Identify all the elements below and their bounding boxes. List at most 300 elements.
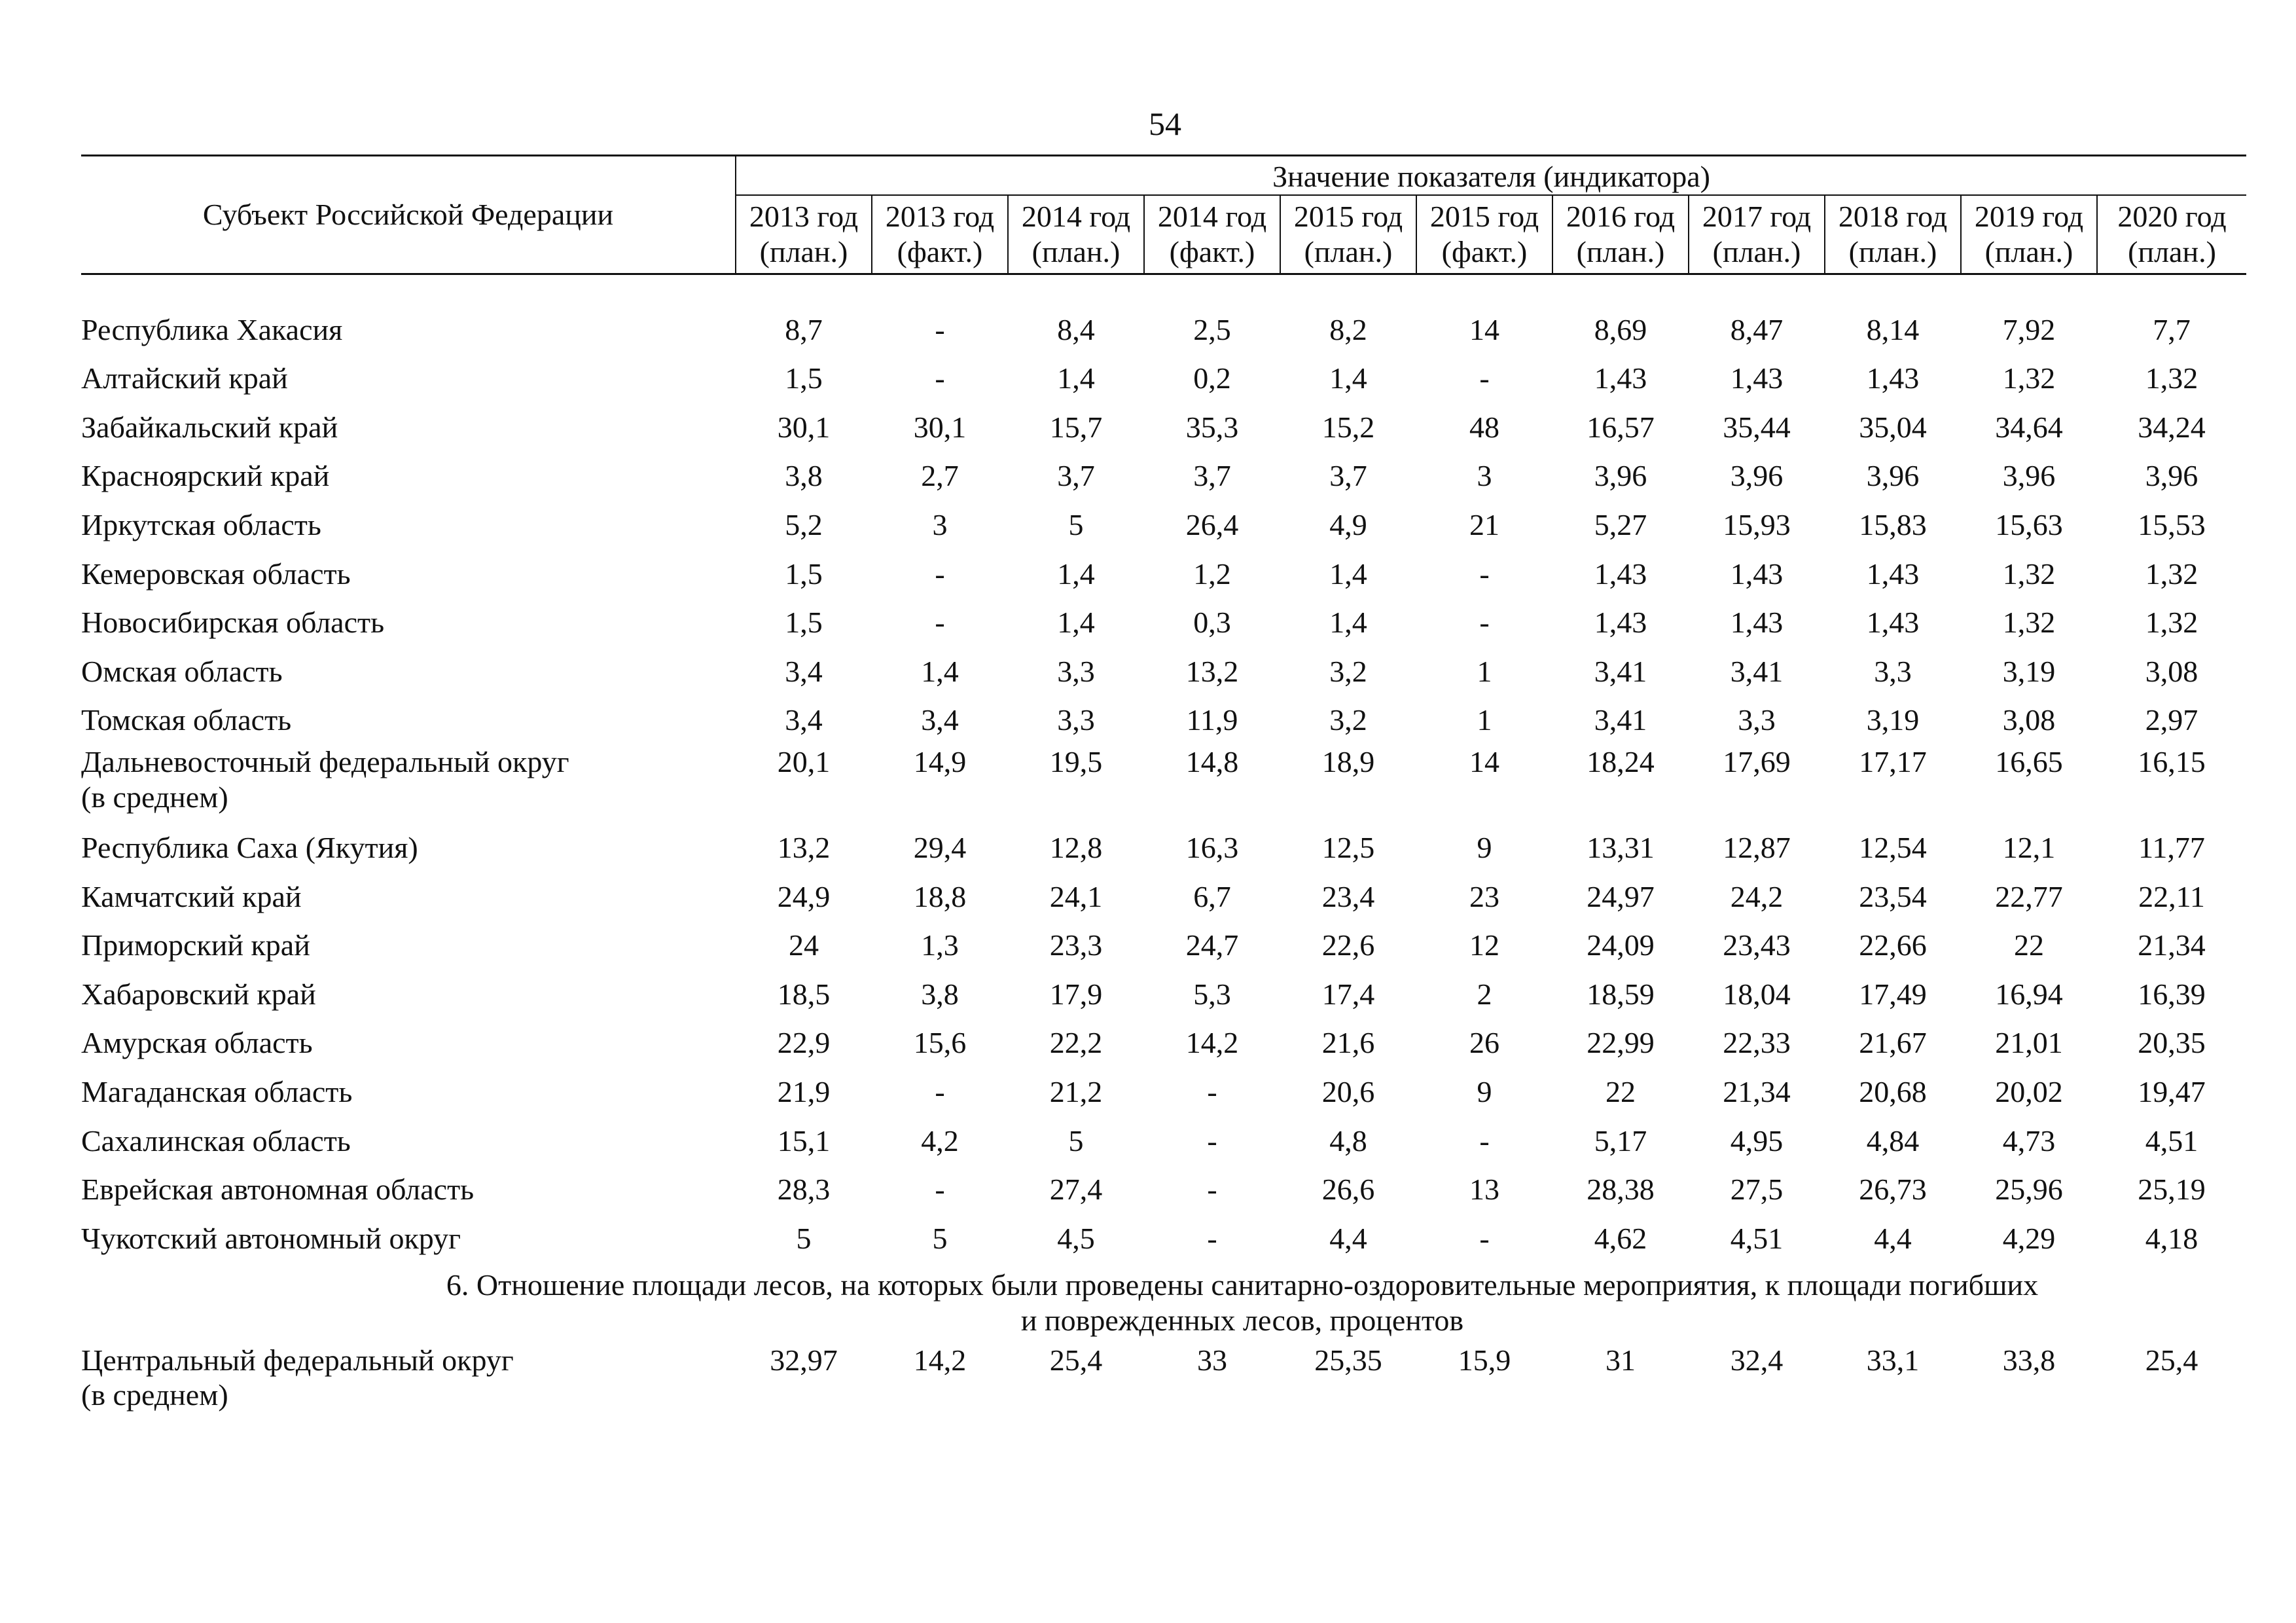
value-cell: 3,4 bbox=[785, 703, 823, 737]
value-cell: 1,43 bbox=[1730, 361, 1784, 395]
value-cell: 15,53 bbox=[2138, 507, 2206, 541]
value-cell: 0,2 bbox=[1193, 361, 1231, 395]
value-cell: 28,38 bbox=[1587, 1173, 1655, 1207]
value-cell: 3,7 bbox=[1193, 459, 1231, 493]
value-cell: 3,3 bbox=[1057, 703, 1095, 737]
value-cell: 22,33 bbox=[1723, 1026, 1791, 1060]
column-year: 2019 год bbox=[1974, 200, 2084, 234]
value-cell: 18,5 bbox=[777, 977, 831, 1011]
table-row bbox=[81, 354, 2246, 403]
value-cell: 0,3 bbox=[1193, 606, 1231, 640]
value-cell: 23,54 bbox=[1859, 879, 1927, 913]
table-row bbox=[81, 1343, 2246, 1421]
value-cell: 3,08 bbox=[2145, 654, 2198, 688]
value-cell: - bbox=[1479, 1221, 1490, 1255]
value-cell: 1,32 bbox=[2145, 606, 2198, 640]
value-cell: 22,6 bbox=[1321, 928, 1375, 962]
value-cell: 8,69 bbox=[1594, 312, 1647, 346]
value-cell: 21 bbox=[1469, 507, 1499, 541]
subject-name: Забайкальский край bbox=[81, 410, 338, 444]
value-cell: 11,77 bbox=[2138, 830, 2205, 864]
value-cell: 12,87 bbox=[1723, 830, 1791, 864]
value-cell: 5,2 bbox=[785, 507, 823, 541]
table-row bbox=[81, 452, 2246, 501]
column-type: (план.) bbox=[1712, 235, 1801, 268]
value-cell: 21,2 bbox=[1049, 1074, 1103, 1108]
value-cell: 13,2 bbox=[777, 830, 831, 864]
value-cell: 1,43 bbox=[1866, 361, 1920, 395]
section-title-line: 6. Отношение площади лесов, на которых были проведены санитарно-оздоровительные мероприятия, к площади погибших bbox=[446, 1268, 2039, 1302]
value-cell: - bbox=[1207, 1173, 1217, 1207]
value-cell: 23 bbox=[1469, 879, 1499, 913]
value-cell: 4,8 bbox=[1329, 1123, 1367, 1158]
subject-name-cell bbox=[81, 921, 736, 970]
column-year: 2015 год bbox=[1429, 200, 1539, 234]
column-year: 2020 год bbox=[2117, 200, 2227, 234]
subject-name-cell bbox=[81, 305, 736, 354]
value-cell: 1 bbox=[1477, 654, 1492, 688]
value-cell: 30,1 bbox=[913, 410, 967, 444]
subject-name-cell bbox=[81, 354, 736, 403]
value-cell: 3,7 bbox=[1057, 459, 1095, 493]
column-year: 2013 год bbox=[885, 200, 995, 234]
subject-name: Еврейская автономная область bbox=[81, 1173, 475, 1207]
column-year: 2014 год bbox=[1021, 200, 1131, 234]
value-cell: 4,5 bbox=[1057, 1221, 1095, 1255]
value-cell: 17,4 bbox=[1321, 977, 1375, 1011]
table-row bbox=[81, 823, 2246, 872]
table-row bbox=[81, 970, 2246, 1019]
value-cell: 14,2 bbox=[913, 1343, 967, 1377]
table-row bbox=[81, 1165, 2246, 1214]
value-cell: 20,6 bbox=[1321, 1074, 1375, 1108]
year-column-header bbox=[872, 195, 1008, 274]
value-cell: 29,4 bbox=[913, 830, 967, 864]
value-cell: 31 bbox=[1605, 1343, 1636, 1377]
value-cell: 22,9 bbox=[777, 1026, 831, 1060]
value-cell: 22,77 bbox=[1995, 879, 2063, 913]
value-cell: 15,7 bbox=[1049, 410, 1103, 444]
value-cell: 30,1 bbox=[777, 410, 831, 444]
indicator-group-header: Значение показателя (индикатора) bbox=[736, 156, 2246, 196]
value-cell: 9 bbox=[1477, 830, 1492, 864]
value-cell: 1,43 bbox=[1866, 556, 1920, 591]
value-cell: 1,4 bbox=[1329, 556, 1367, 591]
value-cell: 3,96 bbox=[1730, 459, 1784, 493]
value-cell: 19,5 bbox=[1049, 745, 1103, 779]
value-cell: 8,47 bbox=[1730, 312, 1784, 346]
value-cell: 24,09 bbox=[1587, 928, 1655, 962]
value-cell: 21,9 bbox=[777, 1074, 831, 1108]
value-cell: 15,83 bbox=[1859, 507, 1927, 541]
subject-name: Алтайский край bbox=[81, 361, 288, 395]
value-cell: 5 bbox=[1068, 1123, 1084, 1158]
value-cell: 17,17 bbox=[1859, 745, 1927, 779]
value-cell: 1,43 bbox=[1594, 556, 1647, 591]
value-cell: 21,67 bbox=[1859, 1026, 1927, 1060]
value-cell: 14,8 bbox=[1185, 745, 1239, 779]
value-cell: 5,27 bbox=[1594, 507, 1647, 541]
value-cell: 15,93 bbox=[1723, 507, 1791, 541]
column-year: 2017 год bbox=[1702, 200, 1812, 234]
section-title-line: и поврежденных лесов, процентов bbox=[1020, 1303, 1464, 1337]
column-year: 2013 год bbox=[749, 200, 859, 234]
value-cell: 17,69 bbox=[1723, 745, 1791, 779]
value-cell: 14 bbox=[1469, 745, 1499, 779]
value-cell: 1,5 bbox=[785, 606, 823, 640]
value-cell: 5,3 bbox=[1193, 977, 1231, 1011]
value-cell: 22,2 bbox=[1049, 1026, 1103, 1060]
value-cell: 4,2 bbox=[921, 1123, 959, 1158]
subject-name-cell bbox=[81, 696, 736, 745]
value-cell: 24,1 bbox=[1049, 879, 1103, 913]
value-cell: 18,24 bbox=[1587, 745, 1655, 779]
value-cell: 23,3 bbox=[1049, 928, 1103, 962]
value-cell: - bbox=[935, 312, 945, 346]
value-cell: 16,39 bbox=[2138, 977, 2206, 1011]
value-cell: 3,4 bbox=[785, 654, 823, 688]
year-column-header bbox=[1552, 195, 1689, 274]
subject-name-cell bbox=[81, 1343, 736, 1421]
value-cell: 25,19 bbox=[2138, 1173, 2206, 1207]
value-cell: 26,4 bbox=[1185, 507, 1239, 541]
value-cell: 4,18 bbox=[2145, 1221, 2198, 1255]
value-cell: 15,1 bbox=[777, 1123, 831, 1158]
value-cell: 3,96 bbox=[1866, 459, 1920, 493]
column-year: 2016 год bbox=[1566, 200, 1676, 234]
table-row bbox=[81, 305, 2246, 354]
table-row bbox=[81, 744, 2246, 823]
column-year: 2018 год bbox=[1838, 200, 1948, 234]
column-type: (план.) bbox=[1031, 235, 1121, 268]
value-cell: 20,02 bbox=[1995, 1074, 2063, 1108]
value-cell: 1,32 bbox=[2145, 556, 2198, 591]
subject-name: Томская область bbox=[81, 703, 292, 737]
value-cell: 23,4 bbox=[1321, 879, 1375, 913]
value-cell: 5,17 bbox=[1594, 1123, 1647, 1158]
value-cell: 27,4 bbox=[1049, 1173, 1103, 1207]
table-row bbox=[81, 872, 2246, 921]
subject-name-cell bbox=[81, 1214, 736, 1263]
value-cell: 3,3 bbox=[1738, 703, 1776, 737]
value-cell: 14,9 bbox=[913, 745, 967, 779]
value-cell: 14,2 bbox=[1185, 1026, 1239, 1060]
subject-name: Республика Хакасия bbox=[81, 312, 343, 346]
subject-name: Чукотский автономный округ bbox=[81, 1221, 461, 1255]
subject-name-cell bbox=[81, 1019, 736, 1068]
value-cell: 13,31 bbox=[1587, 830, 1655, 864]
table-row bbox=[81, 1019, 2246, 1068]
value-cell: 3,4 bbox=[921, 703, 959, 737]
year-column-header bbox=[1416, 195, 1552, 274]
value-cell: 4,51 bbox=[1730, 1221, 1784, 1255]
value-cell: 2 bbox=[1477, 977, 1492, 1011]
value-cell: 18,04 bbox=[1723, 977, 1791, 1011]
value-cell: 1,43 bbox=[1594, 361, 1647, 395]
value-cell: 18,8 bbox=[913, 879, 967, 913]
subject-name: Амурская область bbox=[81, 1026, 313, 1060]
value-cell: - bbox=[935, 1074, 945, 1108]
value-cell: 5 bbox=[1068, 507, 1084, 541]
value-cell: 2,7 bbox=[921, 459, 959, 493]
value-cell: 35,04 bbox=[1859, 410, 1927, 444]
column-year: 2015 год bbox=[1293, 200, 1403, 234]
section-title-row bbox=[81, 1263, 2246, 1343]
value-cell: 3,96 bbox=[2145, 459, 2198, 493]
value-cell: 3,96 bbox=[1594, 459, 1647, 493]
value-cell: 2,97 bbox=[2145, 703, 2198, 737]
value-cell: 1,4 bbox=[1057, 606, 1095, 640]
subject-name-cell bbox=[81, 598, 736, 647]
table-row bbox=[81, 921, 2246, 970]
value-cell: 8,2 bbox=[1329, 312, 1367, 346]
section-title bbox=[81, 1263, 2246, 1343]
value-cell: 32,4 bbox=[1730, 1343, 1784, 1377]
value-cell: 28,3 bbox=[777, 1173, 831, 1207]
column-type: (план.) bbox=[2128, 235, 2216, 268]
subject-name: Новосибирская область bbox=[81, 606, 385, 640]
table-row bbox=[81, 1214, 2246, 1263]
year-column-header bbox=[1961, 195, 2097, 274]
table-row bbox=[81, 500, 2246, 549]
subject-name-cell bbox=[81, 744, 736, 823]
value-cell: 4,73 bbox=[2002, 1123, 2056, 1158]
value-cell: 1,3 bbox=[921, 928, 959, 962]
value-cell: 6,7 bbox=[1193, 879, 1231, 913]
year-column-header bbox=[736, 195, 872, 274]
page-number: 54 bbox=[1149, 105, 1181, 142]
subject-name: Омская область bbox=[81, 654, 283, 688]
value-cell: 24,9 bbox=[777, 879, 831, 913]
value-cell: 1,43 bbox=[1594, 606, 1647, 640]
value-cell: 25,96 bbox=[1995, 1173, 2063, 1207]
value-cell: 1,2 bbox=[1193, 556, 1231, 591]
year-column-header bbox=[1280, 195, 1416, 274]
value-cell: 27,5 bbox=[1730, 1173, 1784, 1207]
value-cell: 3,19 bbox=[2002, 654, 2056, 688]
value-cell: 15,6 bbox=[913, 1026, 967, 1060]
value-cell: 1,5 bbox=[785, 556, 823, 591]
value-cell: 7,92 bbox=[2002, 312, 2056, 346]
column-type: (факт.) bbox=[1169, 235, 1255, 268]
value-cell: 3,7 bbox=[1329, 459, 1367, 493]
value-cell: 5 bbox=[796, 1221, 812, 1255]
value-cell: 17,9 bbox=[1049, 977, 1103, 1011]
value-cell: 18,9 bbox=[1321, 745, 1375, 779]
subject-name-cell bbox=[81, 500, 736, 549]
value-cell: 4,62 bbox=[1594, 1221, 1647, 1255]
value-cell: - bbox=[1207, 1221, 1217, 1255]
value-cell: 33 bbox=[1197, 1343, 1227, 1377]
value-cell: 3,41 bbox=[1594, 654, 1647, 688]
value-cell: 3,41 bbox=[1594, 703, 1647, 737]
table-row bbox=[81, 598, 2246, 647]
year-column-header bbox=[2097, 195, 2246, 274]
value-cell: 1,32 bbox=[2002, 556, 2056, 591]
value-cell: 12,8 bbox=[1049, 830, 1103, 864]
value-cell: 4,4 bbox=[1874, 1221, 1912, 1255]
value-cell: 1,32 bbox=[2145, 361, 2198, 395]
column-type: (факт.) bbox=[1441, 235, 1528, 268]
value-cell: 13 bbox=[1469, 1173, 1499, 1207]
value-cell: 23,43 bbox=[1723, 928, 1791, 962]
value-cell: 24,2 bbox=[1730, 879, 1784, 913]
subject-name-cell bbox=[81, 452, 736, 501]
value-cell: 26,6 bbox=[1321, 1173, 1375, 1207]
column-type: (план.) bbox=[1848, 235, 1937, 268]
value-cell: - bbox=[1207, 1074, 1217, 1108]
value-cell: 1,43 bbox=[1730, 606, 1784, 640]
value-cell: 22 bbox=[1605, 1074, 1636, 1108]
subject-name-cell bbox=[81, 1067, 736, 1116]
value-cell: - bbox=[1479, 556, 1490, 591]
value-cell: 15,2 bbox=[1321, 410, 1375, 444]
value-cell: - bbox=[1207, 1123, 1217, 1158]
year-column-header bbox=[1144, 195, 1280, 274]
value-cell: 21,34 bbox=[2138, 928, 2206, 962]
subject-name: Магаданская область bbox=[81, 1074, 353, 1108]
subject-name-cell bbox=[81, 403, 736, 452]
value-cell: - bbox=[935, 606, 945, 640]
value-cell: 15,63 bbox=[1995, 507, 2063, 541]
value-cell: 3,3 bbox=[1057, 654, 1095, 688]
value-cell: 3,8 bbox=[785, 459, 823, 493]
value-cell: 4,4 bbox=[1329, 1221, 1367, 1255]
subject-name: Красноярский край bbox=[81, 459, 330, 493]
value-cell: 20,1 bbox=[777, 745, 831, 779]
table-row bbox=[81, 403, 2246, 452]
value-cell: 1 bbox=[1477, 703, 1492, 737]
table-body bbox=[81, 274, 2246, 1421]
column-type: (план.) bbox=[1984, 235, 2073, 268]
subject-name: Приморский край bbox=[81, 928, 310, 962]
value-cell: - bbox=[1479, 361, 1490, 395]
table-row bbox=[81, 1116, 2246, 1165]
value-cell: 4,84 bbox=[1866, 1123, 1920, 1158]
value-cell: 22 bbox=[2014, 928, 2044, 962]
subject-name: Хабаровский край bbox=[81, 977, 316, 1011]
value-cell: 3,96 bbox=[2002, 459, 2056, 493]
subject-name-note: (в среднем) bbox=[81, 780, 228, 814]
value-cell: - bbox=[935, 556, 945, 591]
value-cell: 3,41 bbox=[1730, 654, 1784, 688]
subject-name: Центральный федеральный округ bbox=[81, 1343, 514, 1377]
value-cell: 3,2 bbox=[1329, 703, 1367, 737]
value-cell: 22,99 bbox=[1587, 1026, 1655, 1060]
value-cell: 26,73 bbox=[1859, 1173, 1927, 1207]
table-row bbox=[81, 647, 2246, 696]
value-cell: 19,47 bbox=[2138, 1074, 2206, 1108]
value-cell: 8,4 bbox=[1057, 312, 1095, 346]
value-cell: 24,7 bbox=[1185, 928, 1239, 962]
value-cell: 33,8 bbox=[2002, 1343, 2056, 1377]
value-cell: 1,43 bbox=[1730, 556, 1784, 591]
subject-name: Сахалинская область bbox=[81, 1123, 351, 1158]
value-cell: 3,08 bbox=[2002, 703, 2056, 737]
value-cell: 4,29 bbox=[2002, 1221, 2056, 1255]
value-cell: 2,5 bbox=[1193, 312, 1231, 346]
value-cell: 33,1 bbox=[1866, 1343, 1920, 1377]
value-cell: 7,7 bbox=[2153, 312, 2191, 346]
value-cell: 35,44 bbox=[1723, 410, 1791, 444]
column-year: 2014 год bbox=[1157, 200, 1267, 234]
year-column-header bbox=[1008, 195, 1144, 274]
value-cell: 12 bbox=[1469, 928, 1499, 962]
table-header bbox=[81, 156, 2246, 274]
value-cell: 1,32 bbox=[2002, 606, 2056, 640]
subject-name: Республика Саха (Якутия) bbox=[81, 830, 418, 864]
subject-name-note: (в среднем) bbox=[81, 1378, 228, 1412]
value-cell: 18,59 bbox=[1587, 977, 1655, 1011]
value-cell: 25,35 bbox=[1314, 1343, 1382, 1377]
value-cell: 14 bbox=[1469, 312, 1499, 346]
value-cell: 26 bbox=[1469, 1026, 1499, 1060]
value-cell: - bbox=[1479, 1123, 1490, 1158]
value-cell: 16,57 bbox=[1587, 410, 1655, 444]
value-cell: 21,01 bbox=[1995, 1026, 2063, 1060]
subject-name-cell bbox=[81, 647, 736, 696]
value-cell: 48 bbox=[1469, 410, 1499, 444]
value-cell: 3,8 bbox=[921, 977, 959, 1011]
value-cell: 3,2 bbox=[1329, 654, 1367, 688]
value-cell: - bbox=[1479, 606, 1490, 640]
value-cell: 20,35 bbox=[2138, 1026, 2206, 1060]
value-cell: 1,43 bbox=[1866, 606, 1920, 640]
value-cell: 1,4 bbox=[1329, 361, 1367, 395]
table-row bbox=[81, 1067, 2246, 1116]
subject-name-cell bbox=[81, 970, 736, 1019]
subject-name-cell bbox=[81, 1116, 736, 1165]
year-column-header bbox=[1825, 195, 1961, 274]
value-cell: - bbox=[935, 1173, 945, 1207]
subject-column-header: Субъект Российской Федерации bbox=[81, 156, 736, 274]
value-cell: 3,19 bbox=[1866, 703, 1920, 737]
table-row bbox=[81, 696, 2246, 745]
value-cell: 22,66 bbox=[1859, 928, 1927, 962]
value-cell: 12,1 bbox=[2002, 830, 2056, 864]
value-cell: 35,3 bbox=[1185, 410, 1239, 444]
value-cell: 21,6 bbox=[1321, 1026, 1375, 1060]
value-cell: 21,34 bbox=[1723, 1074, 1791, 1108]
value-cell: 4,95 bbox=[1730, 1123, 1784, 1158]
value-cell: 3 bbox=[1477, 459, 1492, 493]
value-cell: 22,11 bbox=[2138, 879, 2205, 913]
column-type: (факт.) bbox=[897, 235, 983, 268]
value-cell: 32,97 bbox=[770, 1343, 838, 1377]
value-cell: 8,14 bbox=[1866, 312, 1920, 346]
value-cell: - bbox=[935, 361, 945, 395]
value-cell: 34,24 bbox=[2138, 410, 2206, 444]
value-cell: 4,9 bbox=[1329, 507, 1367, 541]
value-cell: 1,4 bbox=[921, 654, 959, 688]
value-cell: 9 bbox=[1477, 1074, 1492, 1108]
column-type: (план.) bbox=[1576, 235, 1665, 268]
table-row bbox=[81, 549, 2246, 598]
indicator-table bbox=[81, 155, 2246, 1421]
subject-name-cell bbox=[81, 1165, 736, 1214]
value-cell: 16,94 bbox=[1995, 977, 2063, 1011]
value-cell: 24,97 bbox=[1587, 879, 1655, 913]
subject-name: Дальневосточный федеральный округ bbox=[81, 745, 569, 779]
value-cell: 1,4 bbox=[1057, 361, 1095, 395]
value-cell: 13,2 bbox=[1185, 654, 1239, 688]
value-cell: 12,5 bbox=[1321, 830, 1375, 864]
subject-name-cell bbox=[81, 872, 736, 921]
value-cell: 1,5 bbox=[785, 361, 823, 395]
subject-name: Иркутская область bbox=[81, 507, 321, 541]
value-cell: 16,3 bbox=[1185, 830, 1239, 864]
value-cell: 4,51 bbox=[2145, 1123, 2198, 1158]
